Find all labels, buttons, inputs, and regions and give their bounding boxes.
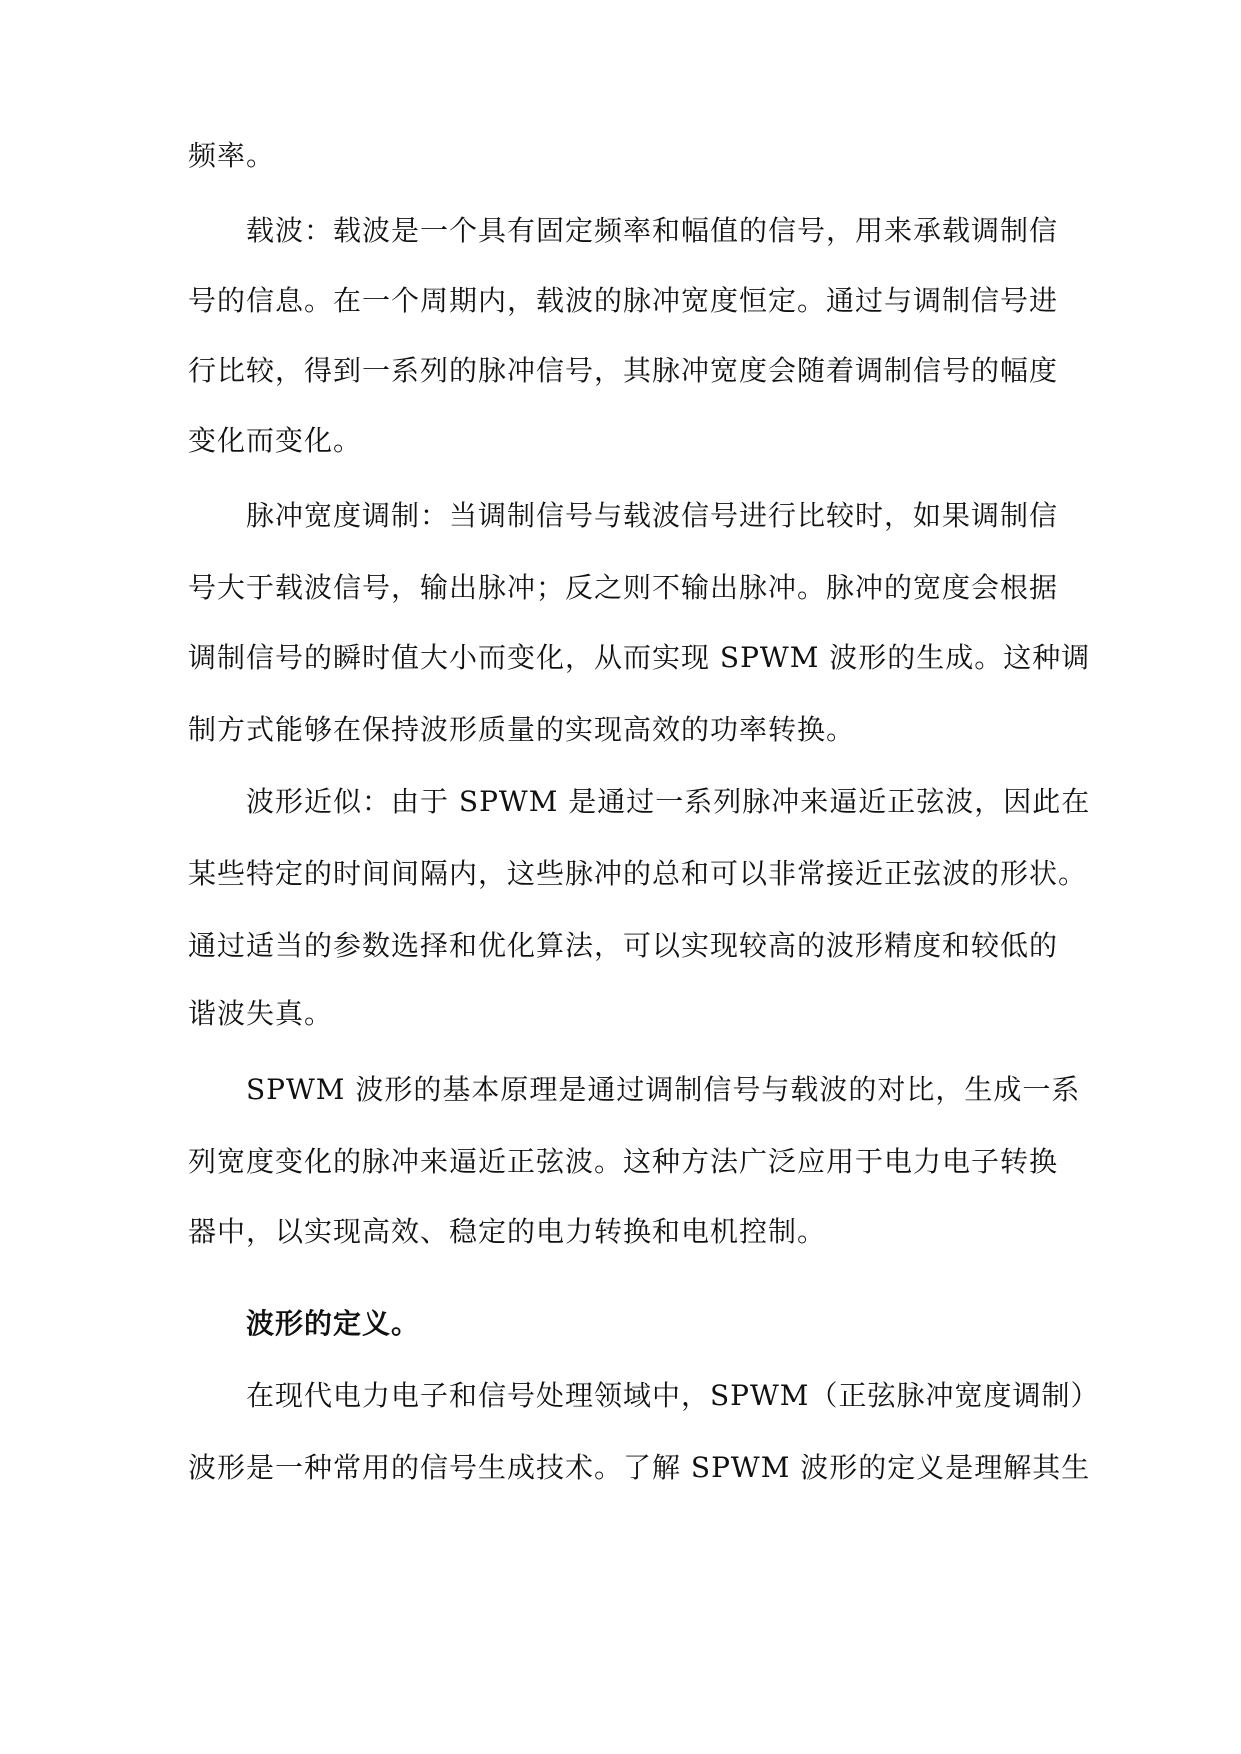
paragraph-first-line: SPWM 波形的基本原理是通过调制信号与载波的对比，生成一系 bbox=[246, 1073, 1081, 1106]
text-line: 变化而变化。 bbox=[188, 424, 363, 457]
text-line: 行比较，得到一系列的脉冲信号，其脉冲宽度会随着调制信号的幅度 bbox=[188, 354, 1059, 387]
text-line: 号大于载波信号，输出脉冲；反之则不输出脉冲。脉冲的宽度会根据 bbox=[188, 571, 1059, 604]
text-line: 通过适当的参数选择和优化算法，可以实现较高的波形精度和较低的 bbox=[188, 929, 1059, 962]
text-line: 器中，以实现高效、稳定的电力转换和电机控制。 bbox=[188, 1215, 827, 1248]
paragraph-first-line: 波形近似：由于 SPWM 是通过一系列脉冲来逼近正弦波，因此在 bbox=[246, 785, 1091, 818]
text-line: 波形是一种常用的信号生成技术。了解 SPWM 波形的定义是理解其生 bbox=[188, 1451, 1091, 1484]
paragraph-first-line: 脉冲宽度调制：当调制信号与载波信号进行比较时，如果调制信 bbox=[246, 499, 1059, 532]
text-line: 制方式能够在保持波形质量的实现高效的功率转换。 bbox=[188, 713, 856, 746]
text-line: 频率。 bbox=[188, 139, 276, 172]
paragraph-first-line: 载波：载波是一个具有固定频率和幅值的信号，用来承载调制信 bbox=[246, 214, 1059, 247]
text-line: 调制信号的瞬时值大小而变化，从而实现 SPWM 波形的生成。这种调 bbox=[188, 641, 1091, 674]
section-heading: 波形的定义。 bbox=[246, 1307, 421, 1340]
text-line: 号的信息。在一个周期内，载波的脉冲宽度恒定。通过与调制信号进 bbox=[188, 284, 1059, 317]
text-line: 某些特定的时间间隔内，这些脉冲的总和可以非常接近正弦波的形状。 bbox=[188, 857, 1088, 890]
text-line: 谐波失真。 bbox=[188, 997, 334, 1030]
paragraph-first-line: 在现代电力电子和信号处理领域中，SPWM（正弦脉冲宽度调制） bbox=[246, 1379, 1100, 1412]
text-line: 列宽度变化的脉冲来逼近正弦波。这种方法广泛应用于电力电子转换 bbox=[188, 1145, 1059, 1178]
